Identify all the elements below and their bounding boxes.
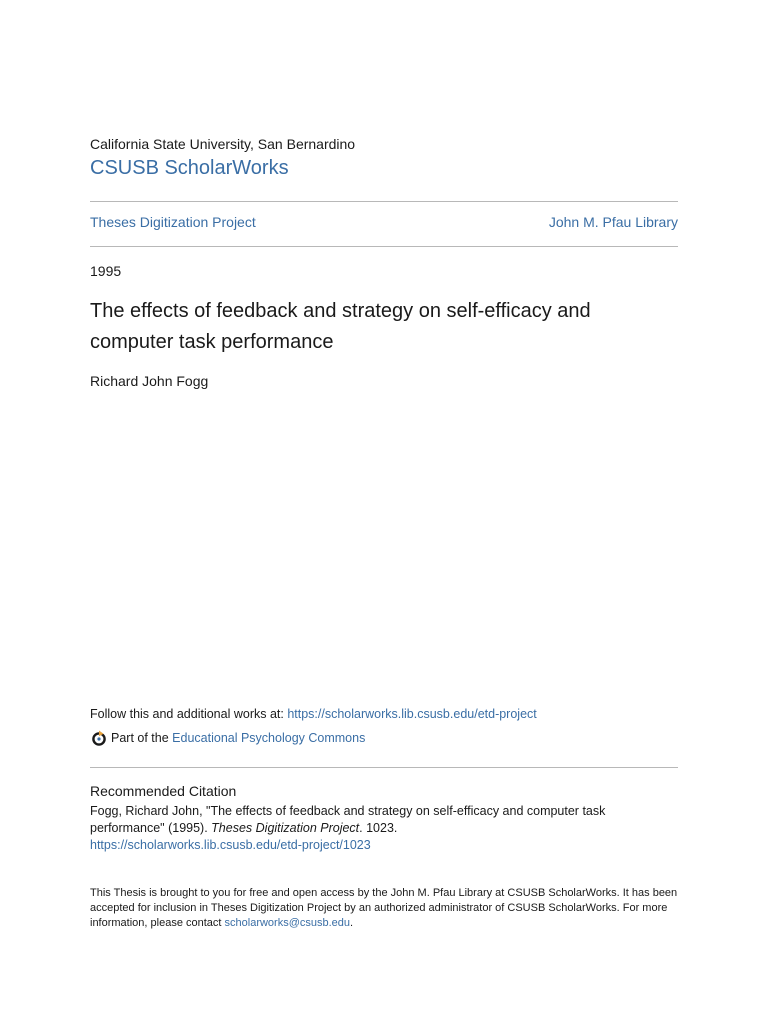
institution-name: California State University, San Bernardino — [90, 136, 356, 152]
part-of-text: Part of the — [111, 731, 169, 745]
follow-line — [90, 707, 537, 721]
publication-year: 1995 — [90, 263, 122, 279]
citation-heading: Recommended Citation — [90, 783, 237, 799]
citation-divider — [90, 767, 678, 768]
nav-divider — [90, 246, 678, 247]
document-title: The effects of feedback and strategy on self-efficacy and computer task performance — [90, 300, 591, 353]
citation-block — [90, 803, 650, 854]
footer-end: . — [350, 917, 354, 929]
follow-text: Follow this and additional works at: — [90, 707, 288, 721]
footer-text: This Thesis is brought to you for free and open access by the John M. Pfau Library at CSUSB ScholarWorks. It has been accepted for inclusion in Theses Digitization Project by an authorized administrator of CSUSB ScholarWorks. For more information, please contact — [90, 887, 678, 929]
document-author: Richard John Fogg — [90, 373, 209, 389]
library-link[interactable]: John M. Pfau Library — [548, 214, 678, 230]
contact-email-link[interactable]: scholarworks@csusb.edu — [224, 917, 351, 929]
collection-link[interactable]: Theses Digitization Project — [90, 214, 256, 230]
part-of-line — [90, 729, 365, 747]
citation-series: Theses Digitization Project — [211, 821, 360, 835]
repository-link[interactable]: CSUSB ScholarWorks — [90, 157, 289, 179]
commons-link[interactable]: Educational Psychology Commons — [172, 731, 366, 745]
citation-number: . 1023. — [359, 821, 398, 835]
citation-text: Fogg, Richard John, "The effects of feedback and strategy on self-efficacy and computer task performance" (1995). — [90, 804, 606, 835]
top-divider — [90, 201, 678, 202]
open-access-icon — [90, 729, 108, 747]
follow-link[interactable]: https://scholarworks.lib.csusb.edu/etd-project — [287, 707, 537, 721]
footer-notice — [90, 886, 678, 931]
citation-link[interactable]: https://scholarworks.lib.csusb.edu/etd-project/1023 — [90, 838, 371, 852]
